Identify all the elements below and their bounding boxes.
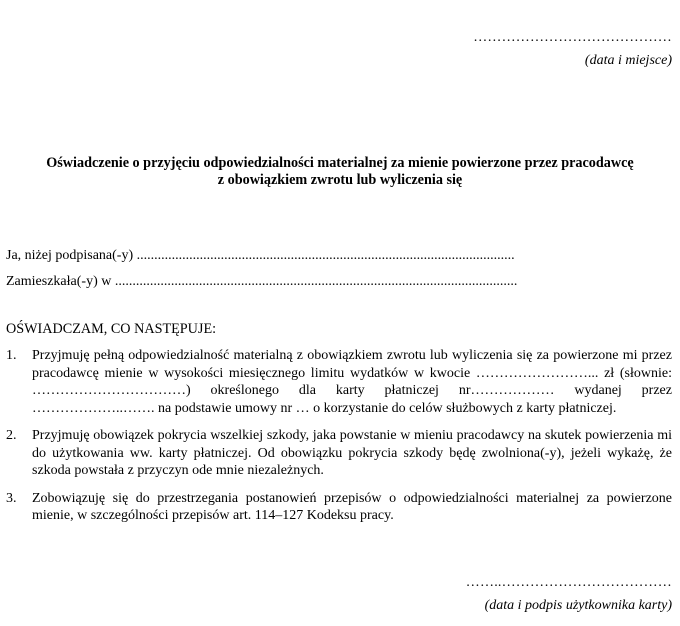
- declaration-point: [6, 347, 672, 417]
- signature-caption: (data i podpis użytkownika karty): [484, 598, 672, 613]
- date-place-dots: ……………………………………: [473, 30, 672, 45]
- signature-block: [466, 575, 672, 614]
- date-place-caption: (data i miejsce): [584, 53, 672, 68]
- declaration-point: [6, 427, 672, 480]
- title-line-2: z obowiązkiem zwrotu lub wyliczenia się: [217, 172, 463, 188]
- signature-dots: ……..………………………………: [465, 575, 672, 590]
- declaration-point: [6, 490, 672, 525]
- point-number: 1.: [6, 348, 17, 363]
- point-text: Przyjmuję obowiązek pokrycia wszelkiej szkody, jaka powstanie w mieniu pracodawcy na skutek powierzenia mi do użytkowania ww. karty płatniczej. Od obowiązku pokrycia szkody będę zwolniona(-y), jeżeli wykażę, że szkoda powstała z przyczyn ode mnie niezależnych.: [32, 428, 672, 478]
- point-number: 3.: [6, 490, 17, 506]
- address-field: Zamieszkała(-y) w ...................................................................................................................: [6, 274, 518, 289]
- point-text: Zobowiązuję się do przestrzegania postanowień przepisów o odpowiedzialności materialnej za powierzone mienie, w szczególności przepisów art. 114–127 Kodeksu pracy.: [32, 490, 672, 523]
- document-title: [0, 155, 680, 189]
- point-text: Przyjmuję pełną odpowiedzialność materialną z obowiązkiem zwrotu lub wyliczenia się za powierzone mi przez pracodawcę mienie w wysokości miesięcznego limitu wydatków w kwocie ……………………... zł (słownie: ……………………………) określonego dla karty płatniczej nr……………… wydanej przez ………………..……. na podstawie umowy nr … o korzystanie do celów służbowych z karty płatniczej.: [32, 348, 672, 416]
- point-number: 2.: [6, 428, 17, 443]
- declaration-points: [6, 347, 672, 535]
- date-place-block: [473, 30, 672, 69]
- name-field: Ja, niżej podpisana(-y) ............................................................................................................: [6, 248, 515, 263]
- title-line-1: Oświadczenie o przyjęciu odpowiedzialności materialnej za mienie powierzone przez pracodawcę: [46, 155, 634, 171]
- declaration-heading: OŚWIADCZAM, CO NASTĘPUJE:: [6, 321, 217, 337]
